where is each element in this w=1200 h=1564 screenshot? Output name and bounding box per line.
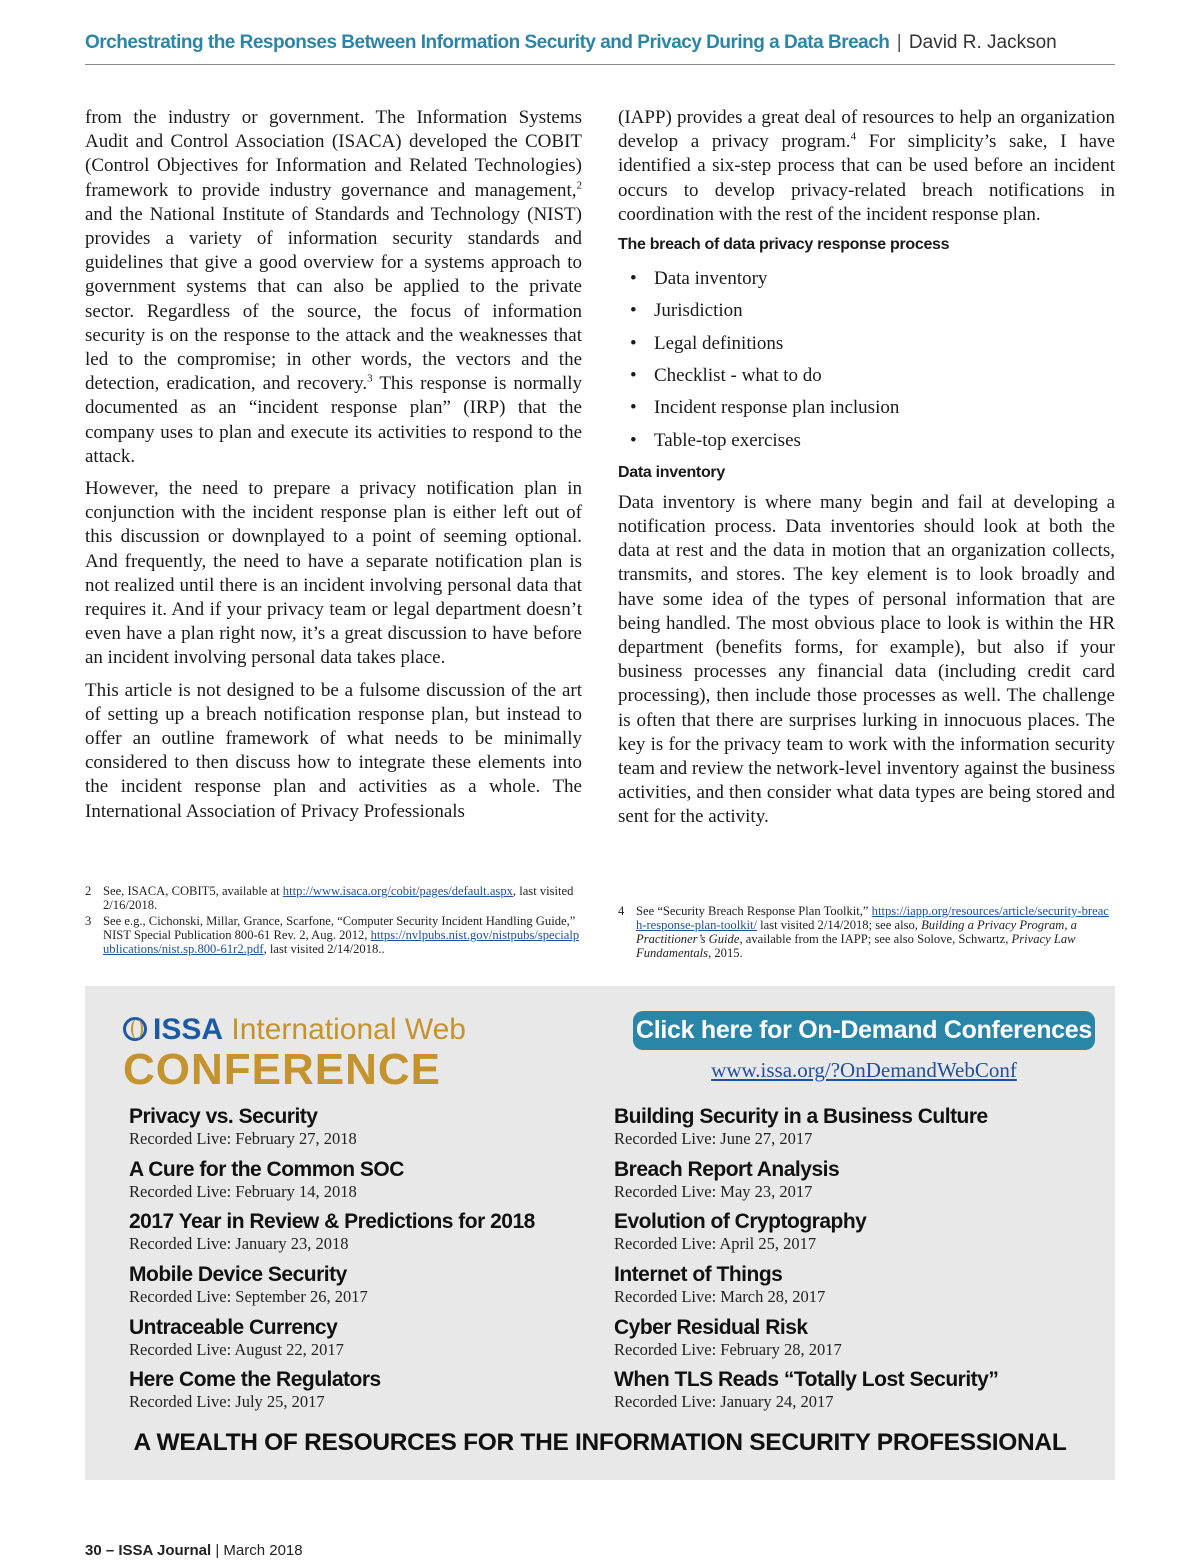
event-item[interactable]: Privacy vs. Security Recorded Live: February 27, 2018 xyxy=(129,1105,357,1148)
event-item[interactable]: Building Security in a Business Culture Recorded Live: June 27, 2017 xyxy=(614,1105,988,1148)
running-header xyxy=(85,32,1115,54)
event-item[interactable]: Here Come the Regulators Recorded Live: July 25, 2017 xyxy=(129,1368,381,1411)
issa-conference-ad xyxy=(85,986,1115,1480)
section-heading: The breach of data privacy response process xyxy=(618,236,950,254)
list-item: • Table-top exercises xyxy=(654,425,1115,457)
paragraph: This article is not designed to be a fulsome discussion of the art of setting up a breach notification response plan, but instead to offer an outline framework of what needs to be minimally considered to then discuss how to integrate these elements into the incident response plan and activities as a whole. The International Association of Privacy Professionals xyxy=(85,679,582,822)
ad-tagline: A WEALTH OF RESOURCES FOR THE INFORMATION SECURITY PROFESSIONAL xyxy=(133,1429,1067,1456)
left-column xyxy=(85,106,582,832)
right-column xyxy=(618,106,1115,838)
event-item[interactable]: Cyber Residual Risk Recorded Live: February 28, 2017 xyxy=(614,1316,842,1359)
list-item: • Checklist - what to do xyxy=(654,360,1115,392)
event-item[interactable]: Internet of Things Recorded Live: March 28, 2017 xyxy=(614,1263,826,1306)
page-footer: 30 – ISSA Journal | March 2018 xyxy=(85,1542,303,1559)
issue-date: March 2018 xyxy=(223,1542,303,1559)
event-item[interactable]: When TLS Reads “Totally Lost Security” Recorded Live: January 24, 2017 xyxy=(614,1368,999,1411)
footnote-link[interactable]: http://www.isaca.org/cobit/pages/default.aspx xyxy=(282,884,513,898)
event-item[interactable]: A Cure for the Common SOC Recorded Live: February 14, 2018 xyxy=(129,1158,404,1201)
process-list xyxy=(618,263,1115,457)
footnote-ref: 4 xyxy=(850,130,857,143)
footnote: 3 See e.g., Cichonski, Millar, Grance, Scarfone, “Computer Security Incident Handling Guide,” NIST Special Publication 800-61 Rev. 2, Aug. 2012, https://nvlpubs.nist.gov/nistpubs/specialpublications/nist.sp.800-61r2.pdf, last visited 2/14/2018.. xyxy=(85,914,580,956)
issa-conference-logo: ISSA International Web CONFERENCE xyxy=(123,1013,466,1094)
footnote-ref: 3 xyxy=(367,372,373,385)
event-item[interactable]: 2017 Year in Review & Predictions for 2018 Recorded Live: January 23, 2018 xyxy=(129,1210,535,1253)
page-number: 30 – ISSA Journal xyxy=(85,1542,212,1559)
event-item[interactable]: Mobile Device Security Recorded Live: September 26, 2017 xyxy=(129,1263,368,1306)
footnote-ref: 2 xyxy=(576,179,582,192)
footnotes-right xyxy=(618,904,1115,962)
footnote: 2 See, ISACA, COBIT5, available at http://www.isaca.org/cobit/pages/default.aspx, last visited 2/16/2018. xyxy=(85,884,574,912)
article-author: David R. Jackson xyxy=(908,32,1057,53)
list-item: • Jurisdiction xyxy=(654,295,1115,327)
on-demand-conferences-button[interactable]: Click here for On-Demand Conferences xyxy=(633,1011,1095,1050)
footnotes-left xyxy=(85,884,580,958)
event-item[interactable]: Breach Report Analysis Recorded Live: May 23, 2017 xyxy=(614,1158,840,1201)
section-heading: Data inventory xyxy=(618,463,725,481)
list-item: • Legal definitions xyxy=(654,328,1115,360)
list-item: • Data inventory xyxy=(654,263,1115,295)
paragraph: from the industry or government. The Information Systems Audit and Control Association (ISACA) developed the COBIT (Control Objectives for Information and Related Technologies) framework to provide industry governance and management,$^2$ and the National Institute of Standards and Technology (NIST) provides a variety of information security standards and guidelines that give a good overview for a systems approach to government systems that can also be applied to the private sector. Regardless of the source, the focus of information security is on the response to the attack and the weaknesses that led to the compromise; in other words, the vectors and the detection, eradication, and recovery.$^3$ This response is normally documented as an “incident response plan” (IRP) that the company uses to plan and execute its activities to respond to the attack. xyxy=(85,107,583,467)
header-rule xyxy=(85,64,1115,65)
globe-icon xyxy=(123,1017,147,1041)
list-item: • Incident response plan inclusion xyxy=(654,392,1115,424)
paragraph: Data inventory is where many begin and fail at developing a notification process. Data inventories should look at both the data at rest and the data in motion that an organization collects, transmits, and stores. The key element is to look broadly and have some idea of the types of personal information that are being handled. The most obvious place to look is within the HR department (benefits forms, for example), but also if your business processes any financial data (including credit card processing), then include those processes as well. The challenge is often that there are surprises lurking in innocuous places. The key is for the privacy team to work with the information security team and review the network-level inventory against the business activities, and then consider what data types are being stored and sent for the activity. xyxy=(618,491,1116,828)
paragraph: (IAPP) provides a great deal of resources to help an organization develop a privacy program.$^4$ For simplicity’s sake, I have identified a six-step process that can be used before an incident occurs to develop privacy-related breach notifications in coordination with the rest of the incident response plan. xyxy=(618,107,1115,225)
conference-url-link[interactable]: www.issa.org/?OnDemandWebConf xyxy=(711,1058,1017,1082)
event-item[interactable]: Untraceable Currency Recorded Live: August 22, 2017 xyxy=(129,1316,344,1359)
footnote: 4 See “Security Breach Response Plan Toolkit,” https://iapp.org/resources/article/security-breach-response-plan-toolkit/ last visited 2/14/2018; see also, Building a Privacy Program, a Practitioner’s Guide, available from the IAPP; see also Solove, Schwartz, Privacy Law Fundamentals, 2015. xyxy=(618,904,1109,960)
footnote-link[interactable]: https://iapp.org/resources/article/security-breach-response-plan-toolkit/ xyxy=(636,904,1109,932)
paragraph: However, the need to prepare a privacy notification plan in conjunction with the incident response plan is either left out of this discussion or downplayed to a point of seeming optional. And frequently, the need to have a separate notification plan is not realized until there is an incident involving personal data that requires it. And if your privacy team or legal department doesn’t even have a plan right now, it’s a great discussion to have before an incident involving personal data takes place. xyxy=(85,478,582,669)
footnote-link[interactable]: https://nvlpubs.nist.gov/nistpubs/specialpublications/nist.sp.800-61r2.pdf xyxy=(103,928,580,956)
header-separator: | xyxy=(896,32,902,53)
event-item[interactable]: Evolution of Cryptography Recorded Live: April 25, 2017 xyxy=(614,1210,867,1253)
article-title: Orchestrating the Responses Between Information Security and Privacy During a Data Breach xyxy=(85,32,890,53)
